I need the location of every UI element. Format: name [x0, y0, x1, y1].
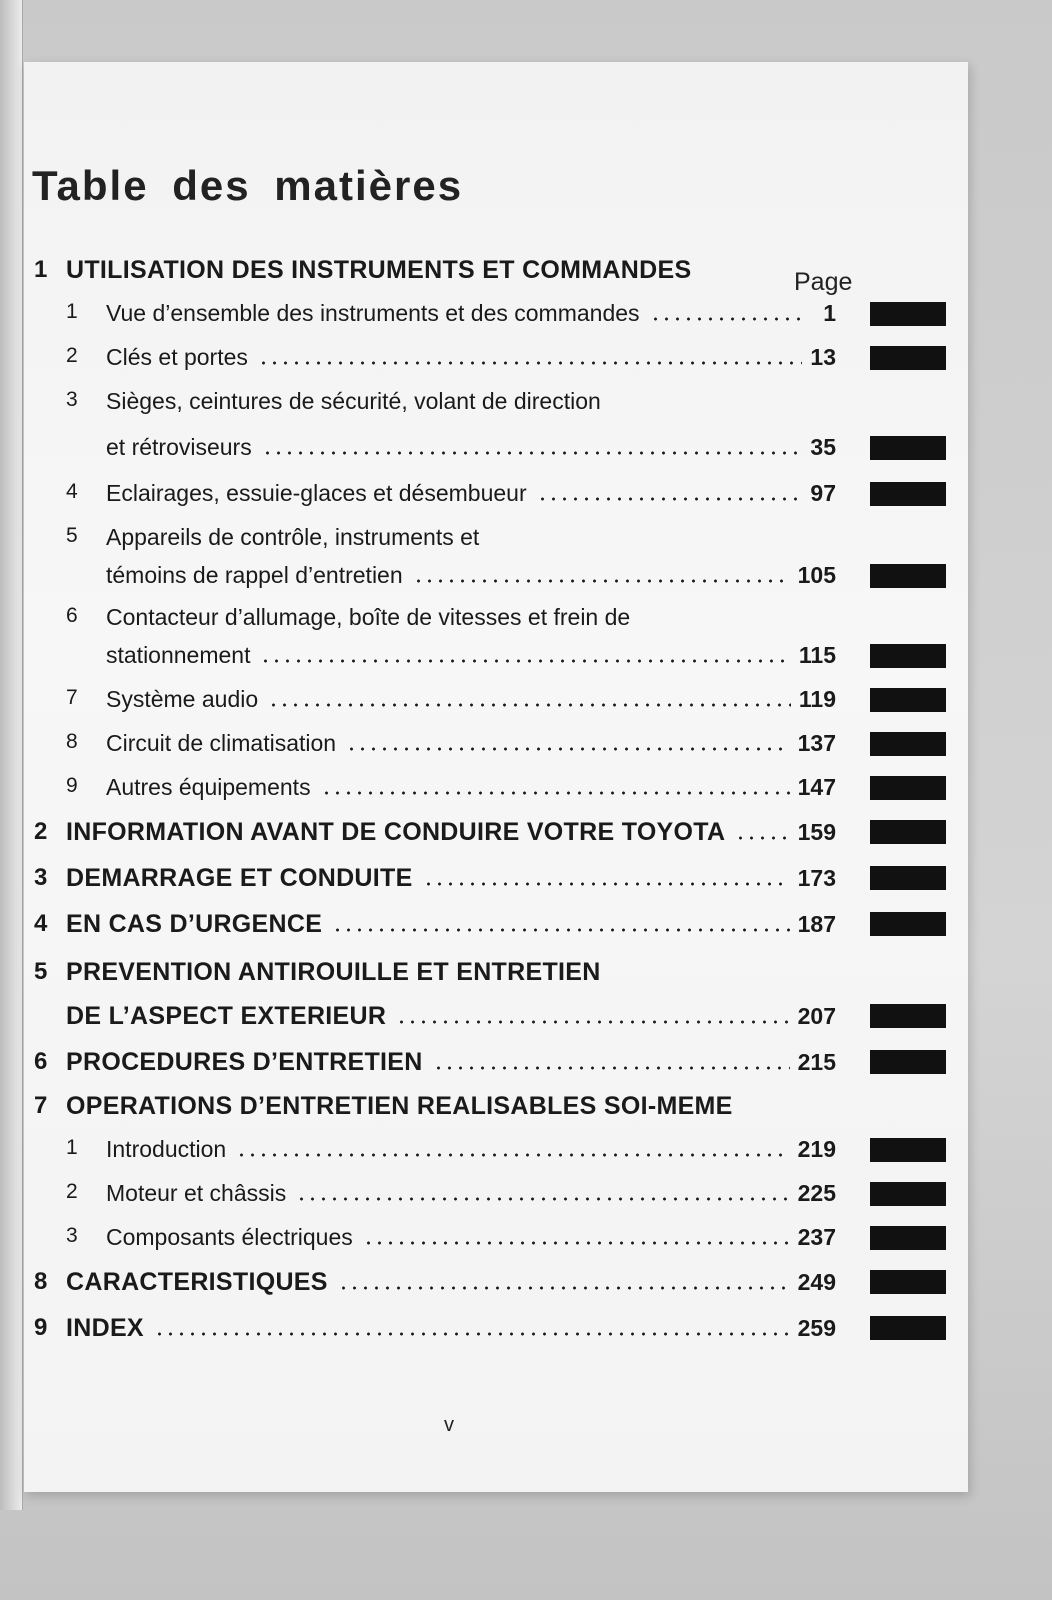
dot-leader	[363, 1241, 790, 1245]
entry-number: 7	[34, 1092, 48, 1119]
dot-leader	[258, 361, 803, 365]
dot-leader	[396, 1020, 789, 1024]
entry-page-number: 115	[798, 642, 836, 668]
section-thumb-tab	[870, 776, 946, 800]
entry-page-number: 119	[798, 686, 836, 712]
section-thumb-tab	[870, 866, 946, 890]
entry-number: 7	[66, 686, 78, 709]
entry-page-number: 259	[797, 1315, 836, 1341]
entry-number: 4	[66, 480, 78, 503]
dot-leader	[537, 497, 803, 501]
dot-leader	[236, 1153, 789, 1157]
section-thumb-tab	[870, 820, 946, 844]
entry-title: Moteur et châssis	[106, 1180, 287, 1206]
dot-leader	[338, 1286, 790, 1290]
entry-title-continued: témoins de rappel d’entretien	[106, 562, 403, 588]
document-page	[24, 62, 968, 1492]
entry-number: 6	[34, 1048, 48, 1075]
entry-title: INFORMATION AVANT DE CONDUIRE VOTRE TOYOTA	[66, 818, 726, 846]
section-thumb-tab	[870, 1004, 946, 1028]
section-thumb-tab	[870, 346, 946, 370]
entry-number: 2	[66, 1180, 78, 1203]
entry-number: 1	[34, 256, 48, 283]
section-thumb-tab	[870, 1138, 946, 1162]
entry-page-number: 219	[797, 1136, 836, 1162]
dot-leader	[650, 317, 806, 321]
entry-title: Autres équipements	[106, 774, 311, 800]
section-thumb-tab	[870, 912, 946, 936]
footer-page-number: v	[444, 1414, 454, 1436]
section-thumb-tab	[870, 732, 946, 756]
dot-leader	[413, 579, 790, 583]
entry-number: 5	[34, 958, 48, 985]
entry-number: 1	[66, 1136, 78, 1159]
entry-number: 9	[34, 1314, 48, 1341]
entry-page-number: 187	[797, 911, 836, 937]
entry-page-number: 35	[810, 434, 836, 460]
entry-page-number: 13	[810, 344, 836, 370]
entry-page-number: 1	[823, 300, 836, 326]
entry-title: Contacteur d’allumage, boîte de vitesses et frein de	[106, 604, 631, 630]
entry-title: Circuit de climatisation	[106, 730, 337, 756]
section-thumb-tab	[870, 1226, 946, 1250]
dot-leader	[262, 451, 803, 455]
entry-title: Système audio	[106, 686, 259, 712]
section-thumb-tab	[870, 1270, 946, 1294]
dot-leader	[346, 747, 790, 751]
entry-title: Clés et portes	[106, 344, 248, 370]
entry-title: Introduction	[106, 1136, 227, 1162]
entry-title: OPERATIONS D’ENTRETIEN REALISABLES SOI-MEME	[66, 1092, 733, 1120]
entry-page-number: 173	[797, 865, 836, 891]
entry-title: UTILISATION DES INSTRUMENTS ET COMMANDES	[66, 256, 692, 284]
entry-title: Sièges, ceintures de sécurité, volant de direction	[106, 388, 601, 414]
entry-title: Eclairages, essuie-glaces et désembueur	[106, 480, 527, 506]
dot-leader	[433, 1066, 790, 1070]
dot-leader	[268, 703, 791, 707]
section-thumb-tab	[870, 688, 946, 712]
entry-title: DEMARRAGE ET CONDUITE	[66, 864, 413, 892]
entry-title: EN CAS D’URGENCE	[66, 910, 323, 938]
entry-title: PROCEDURES D’ENTRETIEN	[66, 1048, 423, 1076]
entry-number: 1	[66, 300, 78, 323]
entry-title: Appareils de contrôle, instruments et	[106, 524, 480, 550]
entry-page-number: 215	[797, 1049, 836, 1075]
entry-number: 3	[66, 388, 78, 411]
entry-number: 8	[34, 1268, 48, 1295]
entry-page-number: 105	[797, 562, 836, 588]
dot-leader	[332, 928, 789, 932]
adjacent-page-edge	[0, 0, 23, 1510]
entry-page-number: 137	[797, 730, 836, 756]
section-thumb-tab	[870, 482, 946, 506]
entry-title: CARACTERISTIQUES	[66, 1268, 328, 1296]
section-thumb-tab	[870, 1050, 946, 1074]
dot-leader	[154, 1332, 790, 1336]
entry-page-number: 249	[797, 1269, 836, 1295]
entry-number: 2	[34, 818, 48, 845]
entry-page-number: 225	[797, 1180, 836, 1206]
entry-page-number: 147	[797, 774, 836, 800]
entry-number: 6	[66, 604, 78, 627]
entry-number: 2	[66, 344, 78, 367]
dot-leader	[423, 882, 790, 886]
entry-number: 3	[34, 864, 48, 891]
table-of-contents	[24, 62, 968, 1492]
section-thumb-tab	[870, 564, 946, 588]
entry-title: Composants électriques	[106, 1224, 353, 1250]
entry-number: 8	[66, 730, 78, 753]
dot-leader	[260, 659, 790, 663]
entry-number: 4	[34, 910, 48, 937]
page-title: Table des matières	[32, 162, 464, 209]
entry-number: 3	[66, 1224, 78, 1247]
entry-title: INDEX	[66, 1314, 144, 1342]
entry-title: PREVENTION ANTIROUILLE ET ENTRETIEN	[66, 958, 601, 986]
entry-title-continued: et rétroviseurs	[106, 434, 252, 460]
section-thumb-tab	[870, 1316, 946, 1340]
entry-title-continued: stationnement	[106, 642, 251, 668]
entry-title-continued: DE L’ASPECT EXTERIEUR	[66, 1002, 387, 1030]
section-thumb-tab	[870, 436, 946, 460]
dot-leader	[735, 836, 789, 840]
entry-page-number: 207	[797, 1003, 836, 1029]
dot-leader	[321, 791, 790, 795]
entry-title: Vue d’ensemble des instruments et des commandes	[106, 300, 640, 326]
section-thumb-tab	[870, 302, 946, 326]
section-thumb-tab	[870, 644, 946, 668]
entry-page-number: 97	[810, 480, 836, 506]
dot-leader	[296, 1197, 789, 1201]
entry-number: 5	[66, 524, 78, 547]
entry-number: 9	[66, 774, 78, 797]
section-thumb-tab	[870, 1182, 946, 1206]
entry-page-number: 159	[797, 819, 836, 845]
entry-page-number: 237	[797, 1224, 836, 1250]
page-column-header: Page	[794, 268, 853, 296]
